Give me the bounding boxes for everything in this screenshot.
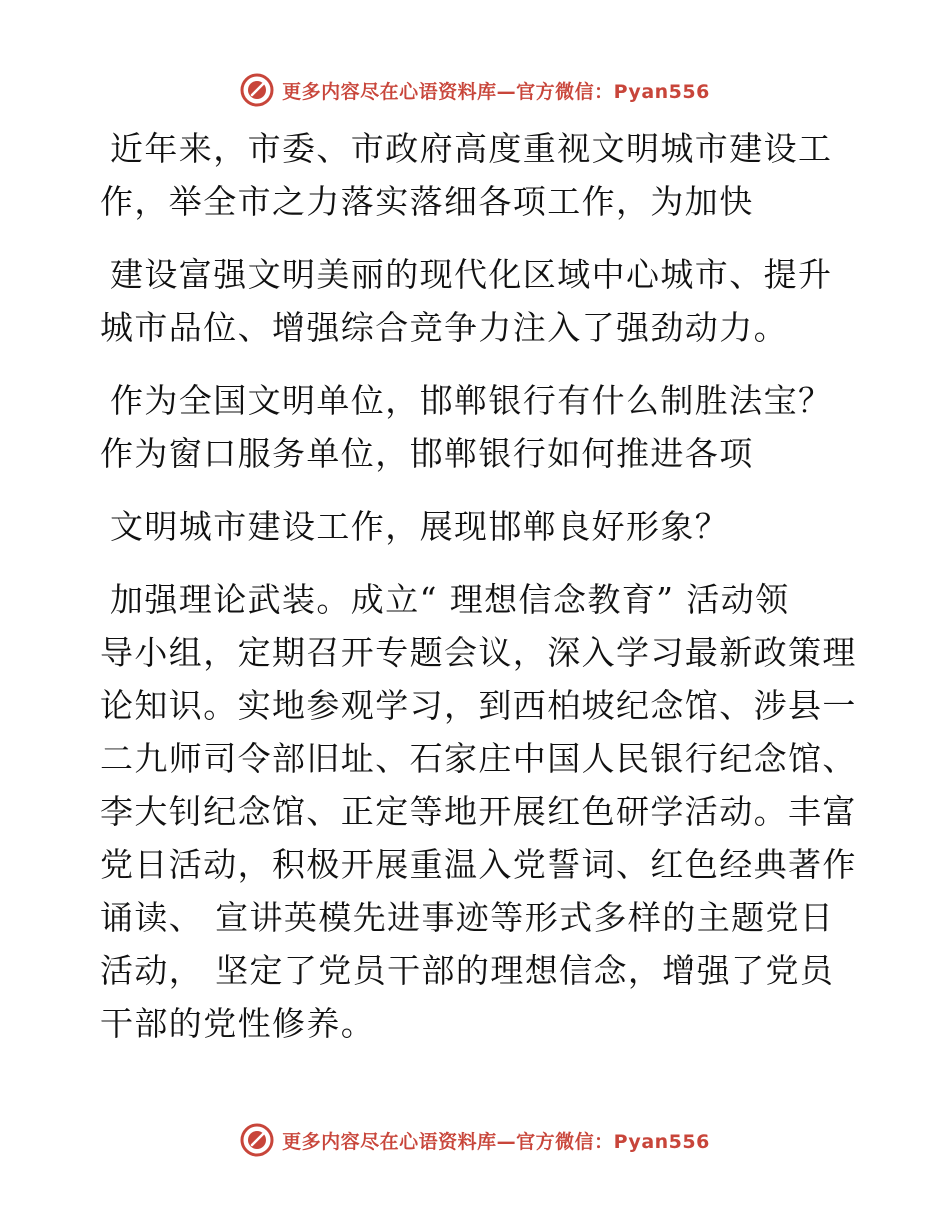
paragraph [100, 573, 860, 1050]
text-line: 党日活动，积极开展重温入党誓词、红色经典著作 [100, 845, 857, 884]
watermark-text: 更多内容尽在心语资料库—官方微信：Pyan556 [282, 1130, 710, 1153]
text-line: 作为全国文明单位，邯郸银行有什么制胜法宝？ [110, 381, 833, 420]
text-line: 诵读、 宣讲英模先进事迹等形式多样的主题党日 [100, 898, 835, 937]
text-line: 论知识。实地参观学习，到西柏坡纪念馆、涉县一 [100, 686, 857, 725]
text-line: 李大钊纪念馆、正定等地开展红色研学活动。丰富 [100, 792, 857, 831]
watermark-text: 更多内容尽在心语资料库—官方微信：Pyan556 [282, 80, 710, 103]
paragraph [100, 500, 860, 553]
document-body [100, 122, 860, 1070]
brand-logo-icon [240, 1123, 274, 1157]
text-line: 城市品位、增强综合竞争力注入了强劲动力。 [100, 308, 788, 347]
text-line: 干部的党性修养。 [100, 1004, 376, 1043]
text-line: 作为窗口服务单位，邯郸银行如何推进各项 [100, 434, 754, 473]
paragraph [100, 374, 860, 480]
footer-watermark [0, 1120, 950, 1160]
brand-logo-icon [240, 73, 274, 107]
text-line: 建设富强文明美丽的现代化区域中心城市、提升 [110, 255, 833, 294]
text-line: 导小组，定期召开专题会议，深入学习最新政策理 [100, 633, 857, 672]
text-line: 二九师司令部旧址、石家庄中国人民银行纪念馆、 [100, 739, 857, 778]
paragraph [100, 248, 860, 354]
text-line: 作，举全市之力落实落细各项工作，为加快 [100, 182, 754, 221]
text-line: 活动， 坚定了党员干部的理想信念，增强了党员 [100, 951, 835, 990]
text-line: 加强理论武装。成立“ 理想信念教育” 活动领 [110, 580, 790, 619]
text-line: 文明城市建设工作，展现邯郸良好形象？ [110, 507, 730, 546]
text-line: 近年来，市委、市政府高度重视文明城市建设工 [110, 129, 833, 168]
header-watermark [0, 70, 950, 110]
paragraph [100, 122, 860, 228]
